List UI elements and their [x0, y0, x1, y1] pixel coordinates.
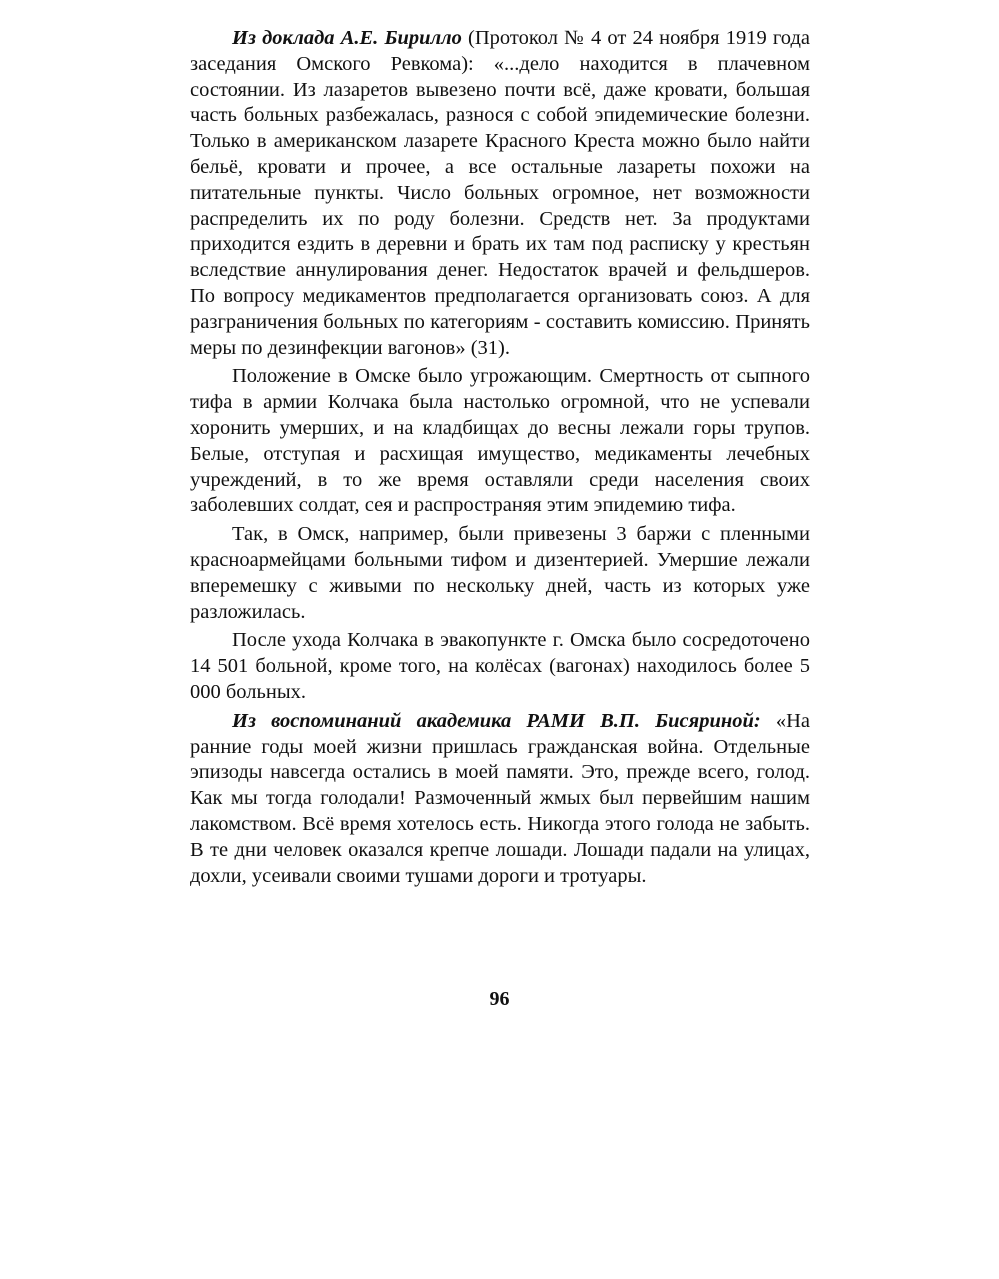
paragraph-lead: Из доклада А.Е. Бирилло	[232, 27, 462, 49]
paragraph-text: Так, в Омск, например, были привезены 3 баржи с пленными красноармейцами больными тифом и дизентерией. Умершие лежали вперемешку с живыми по нескольку дней, часть из которых уже разложилась.	[190, 523, 810, 623]
paragraph-text: (Протокол № 4 от 24 ноября 1919 года заседания Омского Ревкома): «...дело находится в плачевном состоянии. Из лазаретов вывезено почти всё, даже кровати, большая часть больных разбежалась, разнося с собой эпидемические болезни. Только в американском лазарете Красного Креста можно было найти бельё, кровати и прочее, а все остальные лазареты похожи на питательные пункты. Число больных огромное, нет возможности распределить их по роду болезни. Средств нет. За продуктами приходится ездить в деревни и брать их там под расписку у крестьян вследствие аннулирования денег. Недостаток врачей и фельдшеров. По вопросу медикаментов предполагается организовать союз. А для разграничения больных по категориям - составить комиссию. Принять меры по дезинфекции вагонов» (31).	[190, 27, 810, 359]
paragraph-text: Положение в Омске было угрожающим. Смертность от сыпного тифа в армии Колчака была настолько огромной, что не успевали хоронить умерших, и на кладбищах до весны лежали горы трупов. Белые, отступая и расхищая имущество, медикаменты лечебных учреждений, в то же время оставляли среди населения своих заболевших солдат, сея и распространяя этим эпидемию тифа.	[190, 365, 810, 517]
paragraph-barges	[190, 522, 810, 625]
paragraph-evacuation-point	[190, 628, 810, 705]
paragraph-memoir-bisyarina	[190, 709, 810, 890]
paragraph-text: «На ранние годы моей жизни пришлась гражданская война. Отдельные эпизоды навсегда остались в моей памяти. Это, прежде всего, голод. Как мы тогда голодали! Размоченный жмых был первейшим нашим лакомством. Всё время хотелось есть. Никогда этого голода не забыть. В те дни человек оказался крепче лошади. Лошади падали на улицах, дохли, усеивали своими тушами дороги и тротуары.	[190, 709, 810, 887]
paragraph-text: После ухода Колчака в эвакопункте г. Омска было сосредоточено 14 501 больной, кроме того, на колёсах (вагонах) находилось более 5 000 больных.	[190, 629, 810, 703]
paragraph-omsk-situation	[190, 364, 810, 519]
body-text	[190, 26, 810, 892]
paragraph-report-birillo	[190, 26, 810, 361]
paragraph-lead: Из воспоминаний академика РАМИ В.П. Бисяриной:	[232, 709, 761, 732]
page-number: 96	[489, 988, 510, 1010]
